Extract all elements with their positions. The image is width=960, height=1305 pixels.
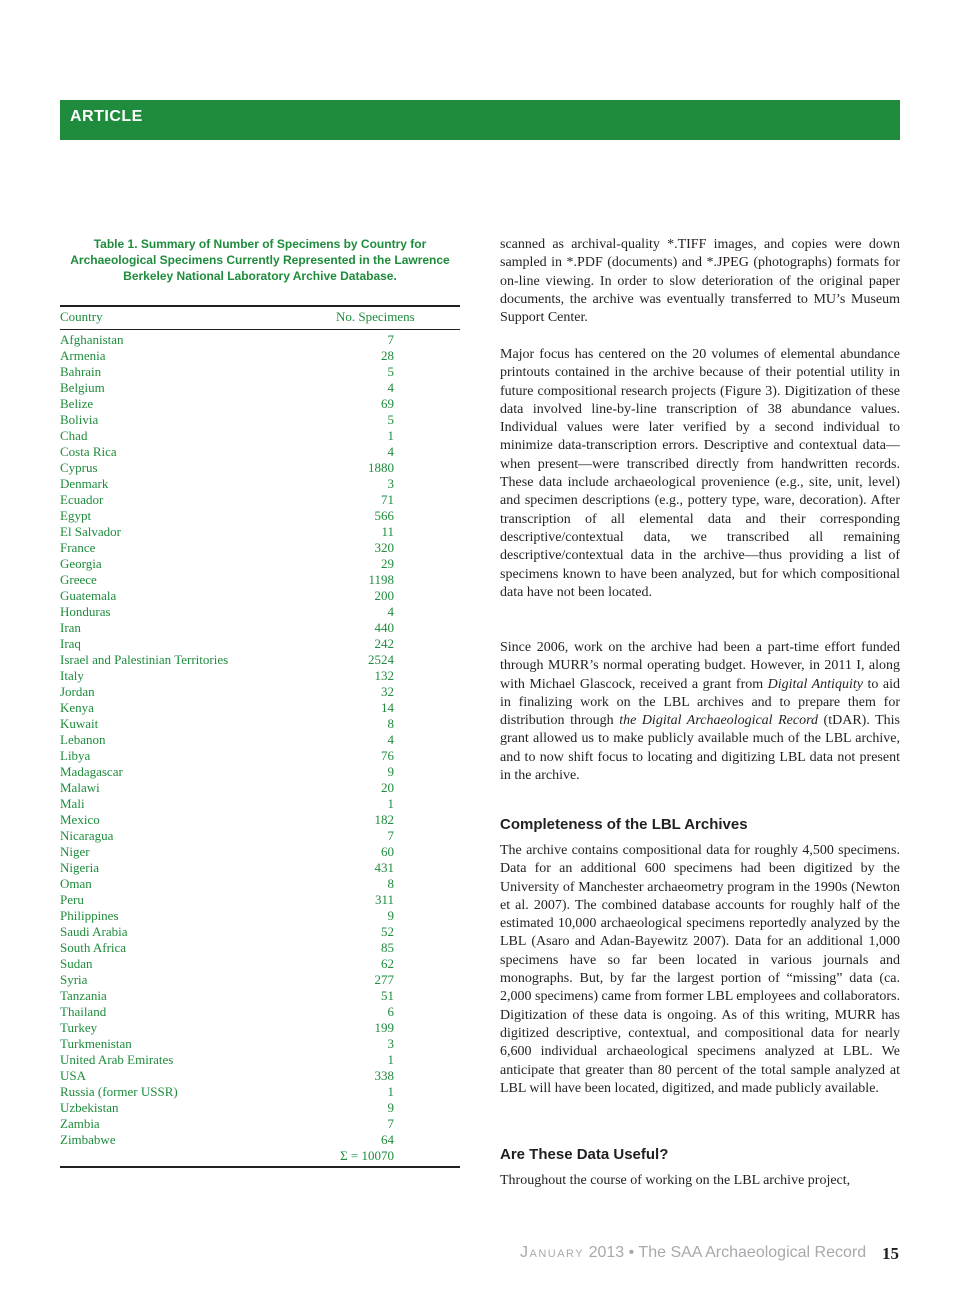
table-cell-count: 338 <box>374 1068 394 1083</box>
table-cell-country: Tanzania <box>60 988 107 1003</box>
table-cell-count: 5 <box>387 364 394 379</box>
table-cell-country: Nigeria <box>60 860 99 875</box>
table-row <box>60 860 460 876</box>
table-cell-count: 4 <box>387 444 394 459</box>
table-row <box>60 668 460 684</box>
paragraph-text <box>500 639 900 785</box>
section-heading-useful: Are These Data Useful? <box>500 1146 669 1163</box>
table-cell-country: Malawi <box>60 780 100 795</box>
table-row <box>60 364 460 380</box>
table-cell-count: 311 <box>374 892 394 907</box>
table-row <box>60 428 460 444</box>
column-header-country: Country <box>60 309 103 324</box>
table-cell-count: 1 <box>387 1052 394 1067</box>
table-cell-country: Philippines <box>60 908 119 923</box>
paragraph-text: Major focus has centered on the 20 volumes of elemental abundance printouts contained in the archive because of their potential utility in future compositional research projects (Figure 3). Digitization of these data involved line-by-line transcription of 38 abundance values. Individual values were later verified by a second individual to minimize data-transcription errors. Descriptive and contextual data—when present—were transcribed directly from handwritten records. These data include archaeological provenience (e.g., site, unit, level) and specimen descriptions (e.g., pottery type, ware, decoration). After transcription of all elemental data and their corresponding descriptive/contextual data, we transcribed all remaining descriptive/contextual data in the archive—thus providing a list of specimens known to have been analyzed, but for which compositional data have not been located. <box>500 347 900 600</box>
table-cell-country: Kuwait <box>60 716 99 731</box>
table-cell-country: Kenya <box>60 700 94 715</box>
table-cell-country: Afghanistan <box>60 332 124 347</box>
table-cell-count: 20 <box>381 780 394 795</box>
table-cell-country: Bahrain <box>60 364 102 379</box>
table-row <box>60 1116 460 1132</box>
specimen-table <box>60 305 460 1168</box>
table-header <box>60 307 460 329</box>
table-cell-count: 132 <box>374 668 394 683</box>
page-number: 15 <box>882 1244 899 1263</box>
table-row <box>60 652 460 668</box>
table-cell-count: 182 <box>374 812 394 827</box>
table-cell-count: 9 <box>387 764 394 779</box>
table-cell-count: 431 <box>374 860 394 875</box>
table-cell-country: Mali <box>60 796 85 811</box>
table-cell-country: Israel and Palestinian Territories <box>60 652 229 667</box>
table-cell-count: 277 <box>374 972 394 987</box>
running-footer <box>520 1244 866 1262</box>
table-cell-country: Russia (former USSR) <box>60 1084 178 1099</box>
table-cell-country: Oman <box>60 876 92 891</box>
table-cell-count: 8 <box>387 876 394 891</box>
table-cell-count: 4 <box>387 380 394 395</box>
table-row <box>60 892 460 908</box>
table-cell-country: Niger <box>60 844 90 859</box>
table-row <box>60 604 460 620</box>
table-row <box>60 476 460 492</box>
footer-month: January <box>520 1244 585 1261</box>
section-label: ARTICLE <box>70 108 143 125</box>
table-cell-country: Turkey <box>60 1020 98 1035</box>
table-cell-count: 3 <box>387 476 394 491</box>
table-cell-country: Armenia <box>60 348 106 363</box>
table-row <box>60 972 460 988</box>
table-total: Σ = 10070 <box>340 1148 394 1163</box>
table-cell-count: 242 <box>374 636 394 651</box>
paragraph-text: The archive contains compositional data for roughly 4,500 specimens. Data for an additional 600 specimens had been digitized by the University of Manchester archaeometry program in the 1990s (Newton et al. 2007). The combined database accounts for roughly half of the estimated 10,000 archaeological specimens reportedly analyzed by the LBL (Asaro and Adan-Bayewitz 2007). Data for an additional 1,000 specimens have so far been located in various journals and monographs. But, by far the largest portion of “missing” data (ca. 2,000 specimens) came from former LBL employees and collaborators. Digitization of these data is ongoing. As of this writing, MURR has digitized descriptive, contextual, and compositional data for nearly 6,600 individual archaeological specimens analyzed at LBL. We anticipate that greater than 80 percent of the total sample analyzed at LBL will have been located, digitized, and made publicly available. <box>500 843 900 1096</box>
table-cell-country: Saudi Arabia <box>60 924 128 939</box>
table-row <box>60 492 460 508</box>
table-cell-country: Turkmenistan <box>60 1036 132 1051</box>
body-paragraph-1 <box>500 236 900 327</box>
table-cell-count: 7 <box>387 332 394 347</box>
table-cell-count: 1880 <box>368 460 394 475</box>
table-row <box>60 1052 460 1068</box>
table-row <box>60 732 460 748</box>
table-cell-country: France <box>60 540 96 555</box>
table-cell-country: Uzbekistan <box>60 1100 119 1115</box>
paragraph-text: scanned as archival-quality *.TIFF images, and copies were down sampled in *.PDF (documents) and *.JPEG (photographs) formats for on-line viewing. In order to slow deterioration of the original paper documents, the archive was eventually transferred to MU’s Museum Support Center. <box>500 237 900 326</box>
table-cell-country: Georgia <box>60 556 102 571</box>
footer-bullet: • <box>628 1244 635 1261</box>
table-cell-country: Jordan <box>60 684 95 699</box>
table-cell-count: 440 <box>374 620 394 635</box>
table-cell-country: Ecuador <box>60 492 104 507</box>
table-cell-count: 11 <box>381 524 394 539</box>
table-cell-country: Greece <box>60 572 97 587</box>
section-heading-completeness: Completeness of the LBL Archives <box>500 816 748 833</box>
table-cell-count: 29 <box>381 556 394 571</box>
text-run: (tDAR). This grant allowed us to make publicly available much of the LBL archive, and to now shift focus to locating and digitizing LBL data not present in the archive. <box>500 713 900 784</box>
table-row <box>60 812 460 828</box>
table-cell-country: Sudan <box>60 956 93 971</box>
table-cell-count: 62 <box>381 956 394 971</box>
text-run: Since 2006, work on the archive had been a part-time effort funded through MURR’s normal operating budget. However, in 2011 I, along with Michael Glascock, received a grant from <box>500 640 900 692</box>
table-row <box>60 828 460 844</box>
table-row <box>60 764 460 780</box>
table-cell-count: 200 <box>374 588 394 603</box>
table-cell-country: Libya <box>60 748 91 763</box>
table-row <box>60 1020 460 1036</box>
table-cell-count: 1 <box>387 1084 394 1099</box>
table-row <box>60 940 460 956</box>
table-cell-count: 76 <box>381 748 394 763</box>
table-row <box>60 1036 460 1052</box>
table-cell-count: 60 <box>381 844 394 859</box>
table-cell-count: 14 <box>381 700 394 715</box>
table-row <box>60 572 460 588</box>
body-paragraph-5 <box>500 1172 900 1190</box>
table-row <box>60 556 460 572</box>
table-row <box>60 780 460 796</box>
table-row <box>60 444 460 460</box>
paragraph-text: Throughout the course of working on the LBL archive project, <box>500 1173 851 1188</box>
table-cell-count: 1 <box>387 428 394 443</box>
table-cell-count: 2524 <box>368 652 394 667</box>
table-cell-count: 64 <box>381 1132 394 1147</box>
table-row <box>60 380 460 396</box>
table-cell-count: 4 <box>387 604 394 619</box>
table-cell-country: Denmark <box>60 476 109 491</box>
table-body <box>60 330 460 1148</box>
table-cell-count: 199 <box>374 1020 394 1035</box>
table-row <box>60 396 460 412</box>
table-row <box>60 876 460 892</box>
table-cell-country: Honduras <box>60 604 111 619</box>
table-cell-count: 9 <box>387 908 394 923</box>
table-row <box>60 1004 460 1020</box>
table-row <box>60 620 460 636</box>
table-row <box>60 748 460 764</box>
table-cell-country: Iraq <box>60 636 81 651</box>
table-row <box>60 908 460 924</box>
table-row <box>60 460 460 476</box>
table-row <box>60 1132 460 1148</box>
table-cell-country: South Africa <box>60 940 127 955</box>
table-cell-count: 1198 <box>368 572 394 587</box>
table-row <box>60 796 460 812</box>
body-paragraph-3 <box>500 639 900 785</box>
table-row <box>60 700 460 716</box>
table-cell-country: USA <box>60 1068 87 1083</box>
table-cell-country: Mexico <box>60 812 100 827</box>
table-cell-count: 566 <box>374 508 394 523</box>
table-cell-count: 52 <box>381 924 394 939</box>
table-cell-country: Syria <box>60 972 88 987</box>
table-caption: Table 1. Summary of Number of Specimens by Country for Archaeological Specimens Currently Represented in the Lawrence Berkeley National Laboratory Archive Database. <box>70 237 450 283</box>
table-cell-country: Iran <box>60 620 81 635</box>
table-cell-count: 7 <box>387 828 394 843</box>
table-cell-country: Zimbabwe <box>60 1132 116 1147</box>
table-row <box>60 508 460 524</box>
table-cell-count: 28 <box>381 348 394 363</box>
table-cell-country: El Salvador <box>60 524 122 539</box>
table-cell-country: United Arab Emirates <box>60 1052 174 1067</box>
table-row <box>60 348 460 364</box>
footer-publication: The SAA Archaeological Record <box>638 1244 867 1261</box>
table-cell-country: Thailand <box>60 1004 107 1019</box>
table-total-row <box>60 1148 460 1164</box>
table-cell-country: Belize <box>60 396 94 411</box>
table-cell-count: 5 <box>387 412 394 427</box>
column-header-count: No. Specimens <box>336 309 415 324</box>
table-cell-count: 1 <box>387 796 394 811</box>
table-cell-count: 71 <box>381 492 394 507</box>
table-row <box>60 1084 460 1100</box>
table-cell-count: 32 <box>381 684 394 699</box>
table-cell-country: Nicaragua <box>60 828 114 843</box>
table-row <box>60 588 460 604</box>
table-cell-country: Bolivia <box>60 412 99 427</box>
table-cell-count: 8 <box>387 716 394 731</box>
body-paragraph-2 <box>500 346 900 602</box>
body-paragraph-4 <box>500 842 900 1098</box>
text-run: to aid in finalizing work on the LBL archives and to prepare them for distribution through <box>500 676 901 729</box>
table-cell-count: 69 <box>381 396 394 411</box>
table-cell-count: 51 <box>381 988 394 1003</box>
table-cell-count: 85 <box>381 940 394 955</box>
table-row <box>60 524 460 540</box>
table-cell-country: Guatemala <box>60 588 117 603</box>
table-row <box>60 636 460 652</box>
table-cell-count: 6 <box>387 1004 394 1019</box>
table-cell-country: Chad <box>60 428 88 443</box>
table-cell-country: Lebanon <box>60 732 106 747</box>
table-bottom-rule <box>60 1166 460 1168</box>
table-cell-count: 9 <box>387 1100 394 1115</box>
table-cell-count: 4 <box>387 732 394 747</box>
table-cell-country: Cyprus <box>60 460 98 475</box>
table-row <box>60 684 460 700</box>
table-cell-country: Italy <box>60 668 84 683</box>
table-row <box>60 924 460 940</box>
table-cell-country: Zambia <box>60 1116 100 1131</box>
emphasis-digital-antiquity: Digital Antiquity <box>767 676 863 692</box>
table-row <box>60 412 460 428</box>
table-row <box>60 844 460 860</box>
table-cell-count: 3 <box>387 1036 394 1051</box>
section-banner <box>60 100 900 140</box>
table-row <box>60 956 460 972</box>
table-cell-count: 320 <box>374 540 394 555</box>
table-cell-count: 7 <box>387 1116 394 1131</box>
table-cell-country: Belgium <box>60 380 105 395</box>
table-cell-country: Egypt <box>60 508 92 523</box>
table-row <box>60 988 460 1004</box>
table-cell-country: Costa Rica <box>60 444 117 459</box>
table-row <box>60 540 460 556</box>
table-cell-country: Madagascar <box>60 764 123 779</box>
table-row <box>60 1100 460 1116</box>
table-row <box>60 1068 460 1084</box>
table-row <box>60 716 460 732</box>
footer-year: 2013 <box>588 1244 625 1261</box>
emphasis-tdar: the Digital Archaeological Record <box>619 713 819 729</box>
table-row <box>60 332 460 348</box>
table-cell-country: Peru <box>60 892 84 907</box>
